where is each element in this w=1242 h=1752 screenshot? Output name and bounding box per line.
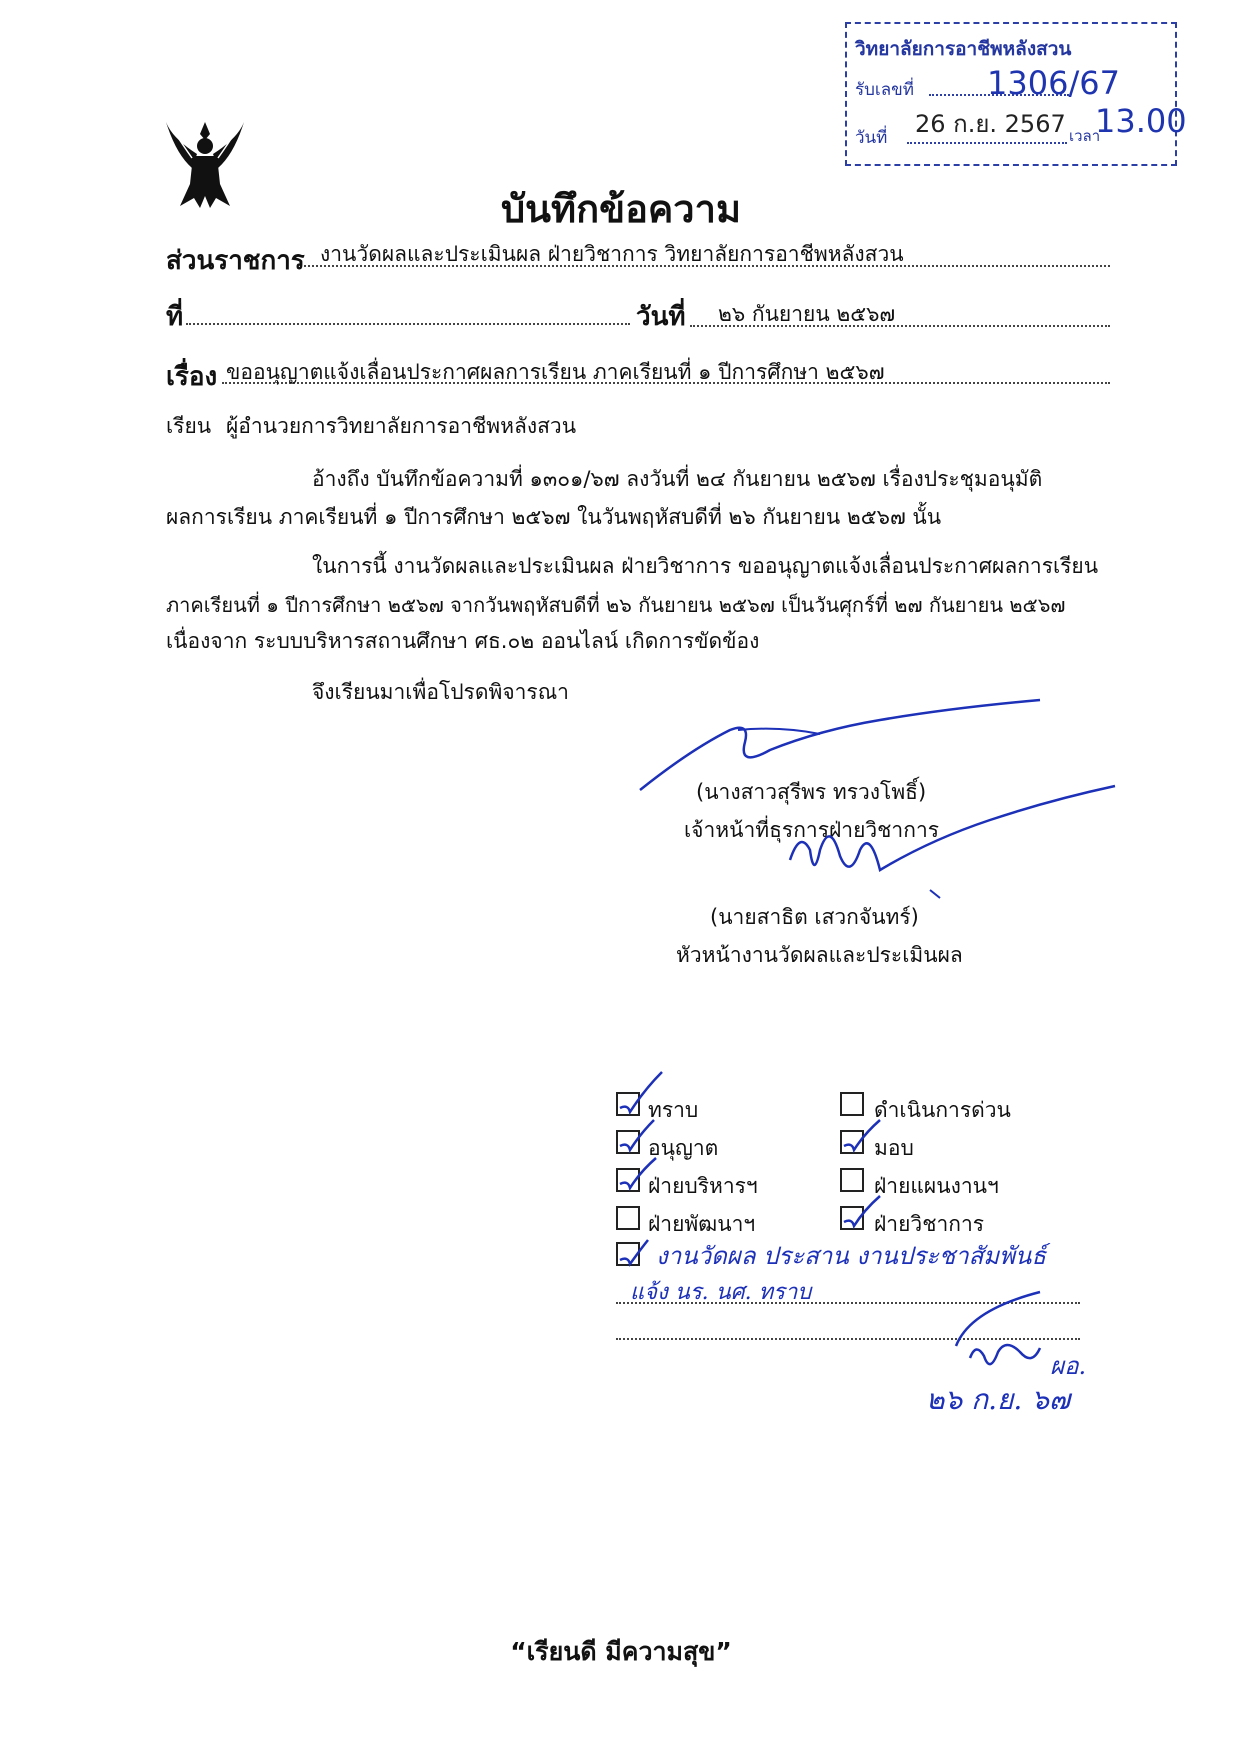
stamp-date-label: วันที่	[855, 128, 888, 148]
subject-label: เรื่อง	[166, 362, 218, 392]
agency-label: ส่วนราชการ	[166, 246, 305, 276]
stamp-institution: วิทยาลัยการอาชีพหลังสวน	[855, 38, 1072, 60]
subject-value: ขออนุญาตแจ้งเลื่อนประกาศผลการเรียน ภาคเรียนที่ ๑ ปีการศึกษา ๒๕๖๗	[226, 360, 885, 384]
option-label: ทราบ	[648, 1098, 699, 1122]
note-line2: แจ้ง นร. นศ. ทราบ	[630, 1280, 812, 1305]
option-label: ฝ่ายวิชาการ	[874, 1212, 985, 1236]
signature-2-icon	[770, 780, 1120, 900]
sig1-name: (นางสาวสุรีพร ทรวงโพธิ์)	[696, 780, 927, 804]
para2-line1: ในการนี้ งานวัดผลและประเมินผล ฝ่ายวิชาการ ขออนุญาตแจ้งเลื่อนประกาศผลการเรียน	[312, 554, 1099, 578]
para1-line1: อ้างถึง บันทึกข้อความที่ ๑๓๐๑/๖๗ ลงวันที่ ๒๔ กันยายน ๒๕๖๗ เรื่องประชุมอนุมัติ	[312, 467, 1043, 491]
para2-line2: ภาคเรียนที่ ๑ ปีการศึกษา ๒๕๖๗ จากวันพฤหัสบดีที่ ๒๖ กันยายน ๒๕๖๗ เป็นวันศุกร์ที่ ๒๗ กันยายน ๒๕๖๗	[166, 593, 1066, 617]
to-value: ผู้อำนวยการวิทยาลัยการอาชีพหลังสวน	[226, 414, 577, 438]
sig1-position: เจ้าหน้าที่ธุรการฝ่ายวิชาการ	[684, 818, 940, 842]
option-label: ฝ่ายบริหารฯ	[648, 1174, 758, 1198]
option-label: มอบ	[874, 1136, 914, 1160]
closing-text: จึงเรียนมาเพื่อโปรดพิจารณา	[312, 680, 569, 704]
para1-line2: ผลการเรียน ภาคเรียนที่ ๑ ปีการศึกษา ๒๕๖๗ ในวันพฤหัสบดีที่ ๒๖ กันยายน ๒๕๖๗ นั้น	[166, 505, 942, 529]
director-initials: ผอ.	[1050, 1352, 1087, 1380]
option-label: อนุญาต	[648, 1136, 719, 1160]
stamp-receive-no: 1306/67	[987, 64, 1120, 102]
stamp-time-value: 13.00	[1095, 102, 1187, 140]
option-label: ฝ่ายแผนงานฯ	[874, 1174, 999, 1198]
sig2-position: หัวหน้างานวัดผลและประเมินผล	[676, 943, 963, 967]
agency-value: งานวัดผลและประเมินผล ฝ่ายวิชาการ วิทยาลัยการอาชีพหลังสวน	[320, 242, 904, 266]
footer-motto: “เรียนดี มีความสุข”	[510, 1637, 732, 1666]
date-value: ๒๖ กันยายน ๒๕๖๗	[718, 302, 896, 326]
to-label: เรียน	[166, 414, 212, 438]
director-date: ๒๖ ก.ย. ๖๗	[926, 1383, 1071, 1416]
option-label: ฝ่ายพัฒนาฯ	[648, 1212, 756, 1236]
para2-line3: เนื่องจาก ระบบบริหารสถานศึกษา ศธ.๐๒ ออนไลน์ เกิดการขัดข้อง	[166, 629, 760, 653]
stamp-date-value: 26 ก.ย. 2567	[915, 110, 1066, 138]
option-label: ดำเนินการด่วน	[874, 1098, 1011, 1122]
stamp-time-label: เวลา	[1069, 127, 1101, 145]
stamp-receive-label: รับเลขที่	[855, 80, 914, 100]
date-label: วันที่	[636, 302, 686, 332]
sig2-name: (นายสาธิต เสวกจันทร์)	[710, 905, 919, 929]
memo-title: บันทึกข้อความ	[500, 187, 742, 231]
ref-label: ที่	[166, 302, 184, 332]
receipt-stamp	[845, 22, 1187, 166]
note-line1: งานวัดผล ประสาน งานประชาสัมพันธ์	[656, 1242, 1046, 1270]
